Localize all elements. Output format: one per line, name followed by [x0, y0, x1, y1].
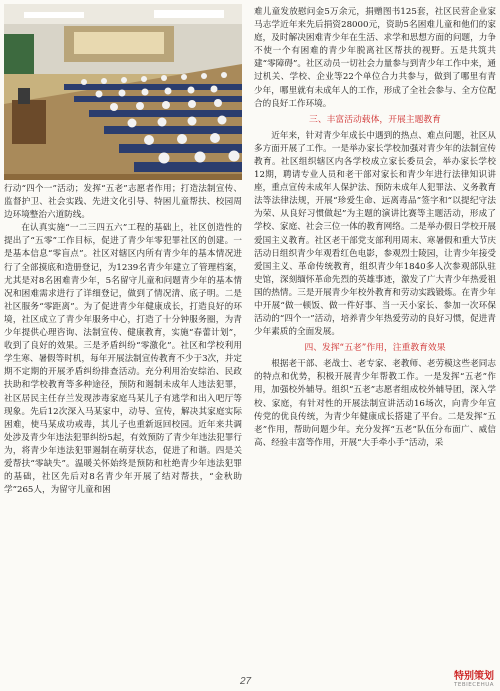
auditorium-photo — [4, 4, 242, 180]
left-column — [4, 183, 242, 497]
brand-subtitle: TEBIECEHUA — [454, 682, 494, 688]
section-brand — [454, 667, 494, 688]
paragraph: 难儿童发放慰问金5万余元，捐赠图书125套，社区民营企业家马志学近年来先后捐资28000元，资助5名困难儿童和他们的家庭，及时解决困难青少年在生活、求学和思想方面的问题，力争不使一个有困难的青少年脱离社区帮扶的视野。五是共筑共建“零障碍”。社区动员一切社会力量参与到青少年工作中来，通过机关、学校、企业等22个单位合力共参与，做到了哪里有青少年，哪里就有未成年人的工作，形成了全社会参与、全方位配合的良好工作环境。 — [254, 7, 496, 109]
paragraph: 近年来，针对青少年成长中遇到的热点、难点问题，社区从多方面开展了工作。一是举办家长学校加强对青少年的法制宣传教育。社区组织辖区内各学校成立家长委员会，举办家长学校12期，聘请专业人员和老干部对家长和青少年进行法律知识讲座，重点宣传未成年人保护法、预防未成年人犯罪法、义务教育法等法律法规，开展“珍爱生命、远离毒品”签字和“以提纪守法为荣、从良好习惯做起”为主题的演讲比赛等主题活动，形成了学校、家庭、社会三位一体的教育网络。二是举办假日学校开展爱国主义教育。社区老干部党支部利用周末、寒暑假和重大节庆活动日组织青少年观看红色电影，参观烈士陵园，让青少年接受爱国主义、革命传统教育，组织青少年1840多人次参观部队驻史馆，深刻缅怀革命先烈的英雄事迹，激发了广大青少年热爱祖国的热情。三是开展青少年校外教育和劳动实践锻炼。在青少年中开展“做一顿饭、做一件好事、当一天小家长、参加一次环保活动的“四个一”活动，培养青少年热爱劳动的良好习惯，促进青少年素质的全面发展。 — [254, 130, 496, 338]
paragraph: 行动“四个一”活动；发挥“五老”志愿者作用；打造法制宣传、监督护卫、社会实践、先进文化引导、特困儿童帮扶、校园周边环境整治六道防线。 — [4, 184, 242, 221]
right-column — [254, 6, 496, 450]
page-number: 27 — [240, 676, 252, 687]
section-heading: 三、丰富活动载体，开展主题教育 — [309, 114, 441, 125]
brand-title: 特别策划 — [454, 671, 494, 682]
section-heading: 四、发挥“五老”作用，注重教育效果 — [304, 343, 446, 354]
paragraph: 根据老干部、老战士、老专家、老教师、老劳模这些老同志的特点和优势，积极开展青少年帮教工作。一是发挥“五老”作用，加强校外辅导。组织“五老”志愿者组成校外辅导团，深入学校、家庭，有针对性的开展法制宣讲活动16场次，向青少年宣传党的优良传统，为青少年健康成长搭建了平台。二是发挥“五老”作用，帮助问题少年。充分发挥“五老”队伍分布面广、威信高、经验丰富等作用，开展“大手牵小手”活动，采 — [254, 359, 496, 448]
paragraph: 在认真实施“一二三四五六”工程的基础上，社区创造性的提出了“五零”工作目标，促进了青少年零犯罪社区的创建。一是基本信息“零盲点”。社区对辖区内所有青少年的基本情况进行了全部摸底和造册登记，为1239名青少年建立了管理档案，尤其是对8名困难青少年，5名留守儿童和问题青少年的基本情况和困难需求进行了详细登记，做到了情况清、底子明。二是社区服务“零距离”。为了促进青少年健康成长，打造良好的环境，社区成立了青少年服务中心，打造了十分钟服务圈，为青少年提供心理咨询、法制宣传、健康教育，实施“春蕾计划”，收到了良好的效果。三是矛盾纠纷“零激化”。社区和学校利用学生寒、暑假等时机，每年开展法制宣传教育不少于3次，并定期不定期的开展矛盾纠纷排查活动。充分利用治安综治、民政扶助和学校教育等多种途径，预防和遏制未成年人违法犯罪，社区居民主任存兰发现涉毒家庭马某儿子有逃学和出入吧厅等现象。先后12次深入马某家中，动导、宣传，解决其家庭实际困难，使马某成功戒毒，其儿子也重新返回校园。近年来共调处涉及青少年违法犯罪纠纷5起，有效预防了青少年违法犯罪行为，将青少年违法犯罪遏制在萌芽状态，促进了和谐。四是关爱帮扶“零缺失”。温暖关怀始终是预防和杜绝青少年违法犯罪的基础，社区先后对8名青少年开展了结对帮扶，“金秋助学”265人，为留守儿童和困 — [4, 223, 242, 496]
auditorium-illustration — [4, 4, 242, 180]
